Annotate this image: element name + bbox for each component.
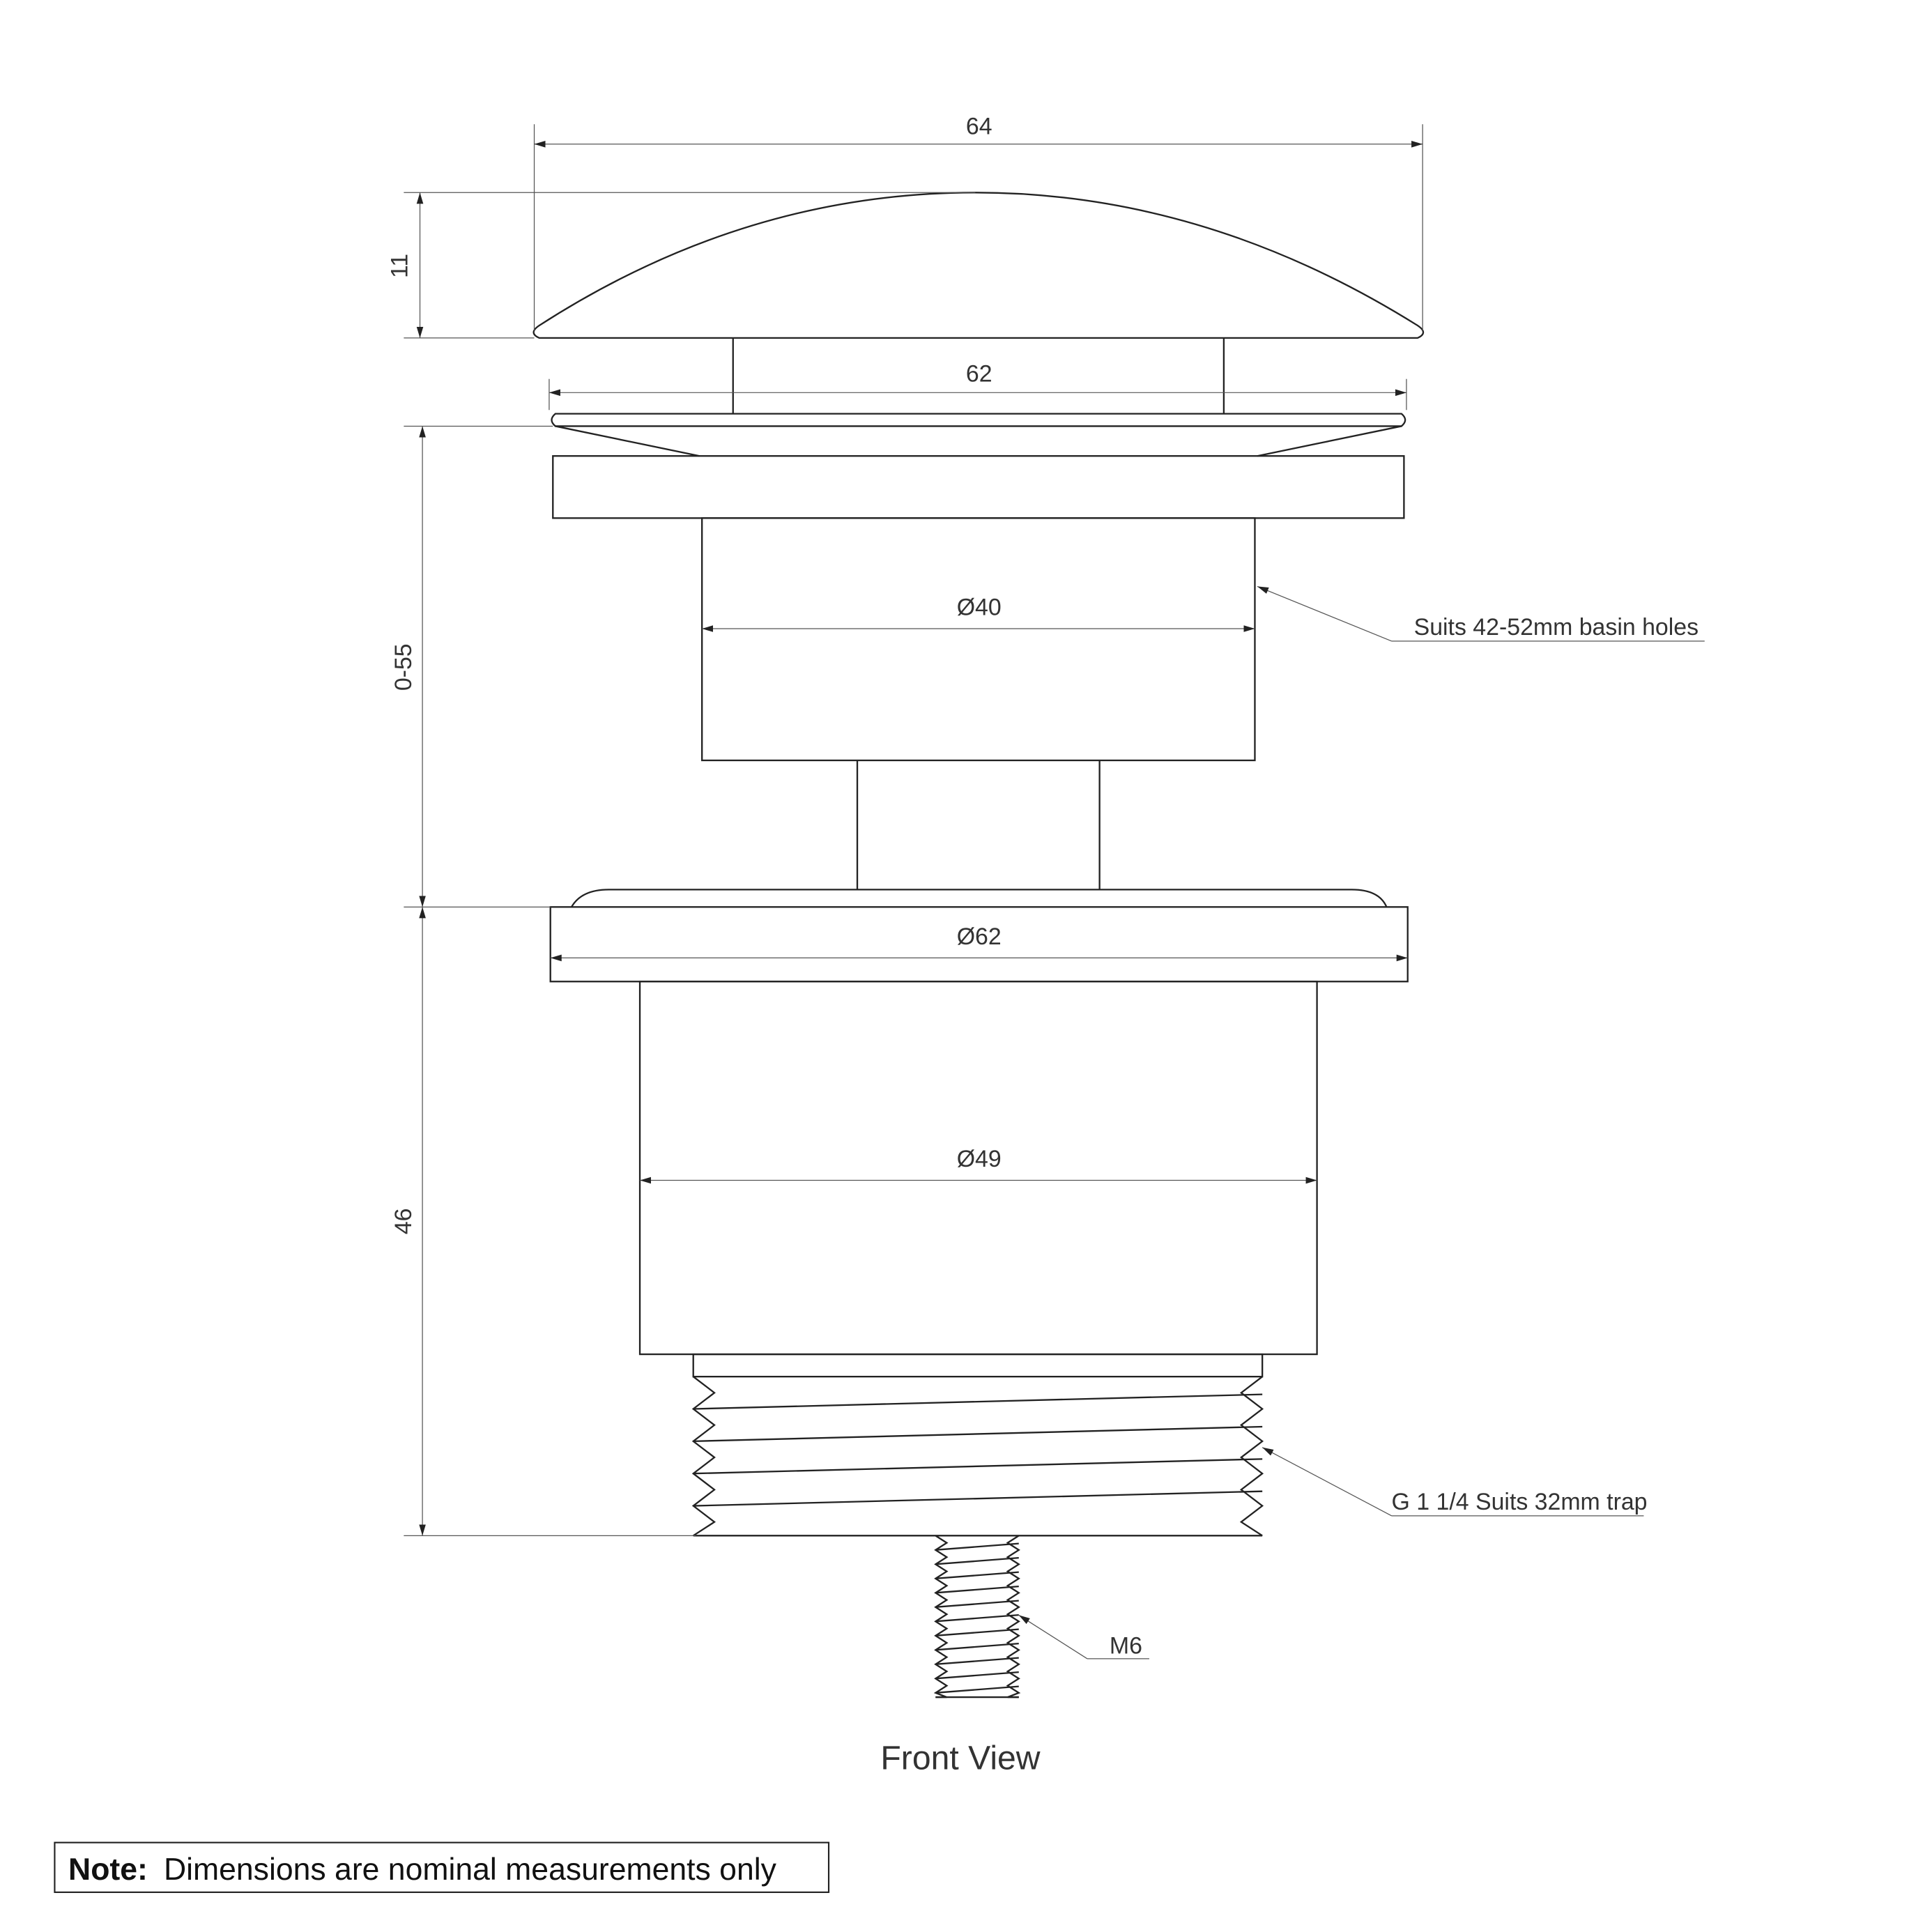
thread-callout (1262, 1448, 1647, 1516)
m6-thread-left-profile (935, 1535, 946, 1697)
m6-thread-crest-line (935, 1687, 1018, 1693)
lower-height-label: 46 (390, 1208, 417, 1235)
waste-thread-crest-line (693, 1459, 1262, 1473)
note-text: Dimensions are nominal measurements only (163, 1853, 776, 1887)
cap-height-label: 11 (386, 253, 413, 279)
stud-callout (1019, 1615, 1149, 1659)
thread-label: G 1 1/4 Suits 32mm trap (1391, 1488, 1648, 1515)
lower-flange (551, 889, 1408, 981)
pop-up-height-label: 0-55 (390, 643, 417, 691)
m6-thread-crest-line (935, 1658, 1018, 1664)
m6-thread-crest-line (935, 1586, 1018, 1593)
lower-flange-diameter-label: Ø62 (956, 923, 1002, 950)
flange-width-label: 62 (965, 360, 992, 388)
view-title: Front View (880, 1739, 1041, 1777)
lower-body-diameter-label: Ø49 (956, 1145, 1002, 1172)
waste-thread-left-profile (693, 1377, 714, 1535)
m6-thread-crest-line (935, 1615, 1018, 1621)
pop-up-height-dimension (390, 426, 553, 907)
m6-thread-crest-line (935, 1643, 1018, 1650)
waste-thread-crest-line (693, 1492, 1262, 1506)
waste-thread (693, 1377, 1262, 1535)
shaft (857, 760, 1100, 889)
m6-thread-crest-line (935, 1630, 1018, 1636)
upper-body-diameter-label: Ø40 (956, 594, 1002, 621)
svg-text:Note: Dimensions are nom (68, 1853, 777, 1887)
lower-body (640, 981, 1317, 1377)
cap-width-dimension (535, 114, 1423, 331)
stud-label: M6 (1109, 1632, 1142, 1659)
lower-height-dimension (390, 907, 696, 1535)
m6-stud-thread (935, 1535, 1018, 1697)
waste-thread-crest-line (693, 1427, 1262, 1441)
m6-thread-crest-line (935, 1544, 1018, 1550)
basin-holes-label: Suits 42-52mm basin holes (1413, 613, 1699, 641)
upper-flange (551, 414, 1405, 519)
m6-thread-crest-line (935, 1558, 1018, 1564)
waste-thread-crest-line (693, 1395, 1262, 1409)
note-box (54, 1843, 829, 1892)
m6-thread-crest-line (935, 1572, 1018, 1579)
flange-width-dimension (549, 360, 1406, 410)
m6-thread-crest-line (935, 1672, 1018, 1678)
note-label: Note: (68, 1853, 148, 1887)
upper-body (702, 518, 1255, 760)
waste-thread-right-profile (1241, 1377, 1262, 1535)
cap-width-label: 64 (965, 113, 992, 140)
m6-thread-crest-line (935, 1601, 1018, 1607)
basin-holes-callout (1257, 586, 1705, 641)
cap (534, 192, 1423, 338)
cap-height-dimension (387, 192, 976, 338)
